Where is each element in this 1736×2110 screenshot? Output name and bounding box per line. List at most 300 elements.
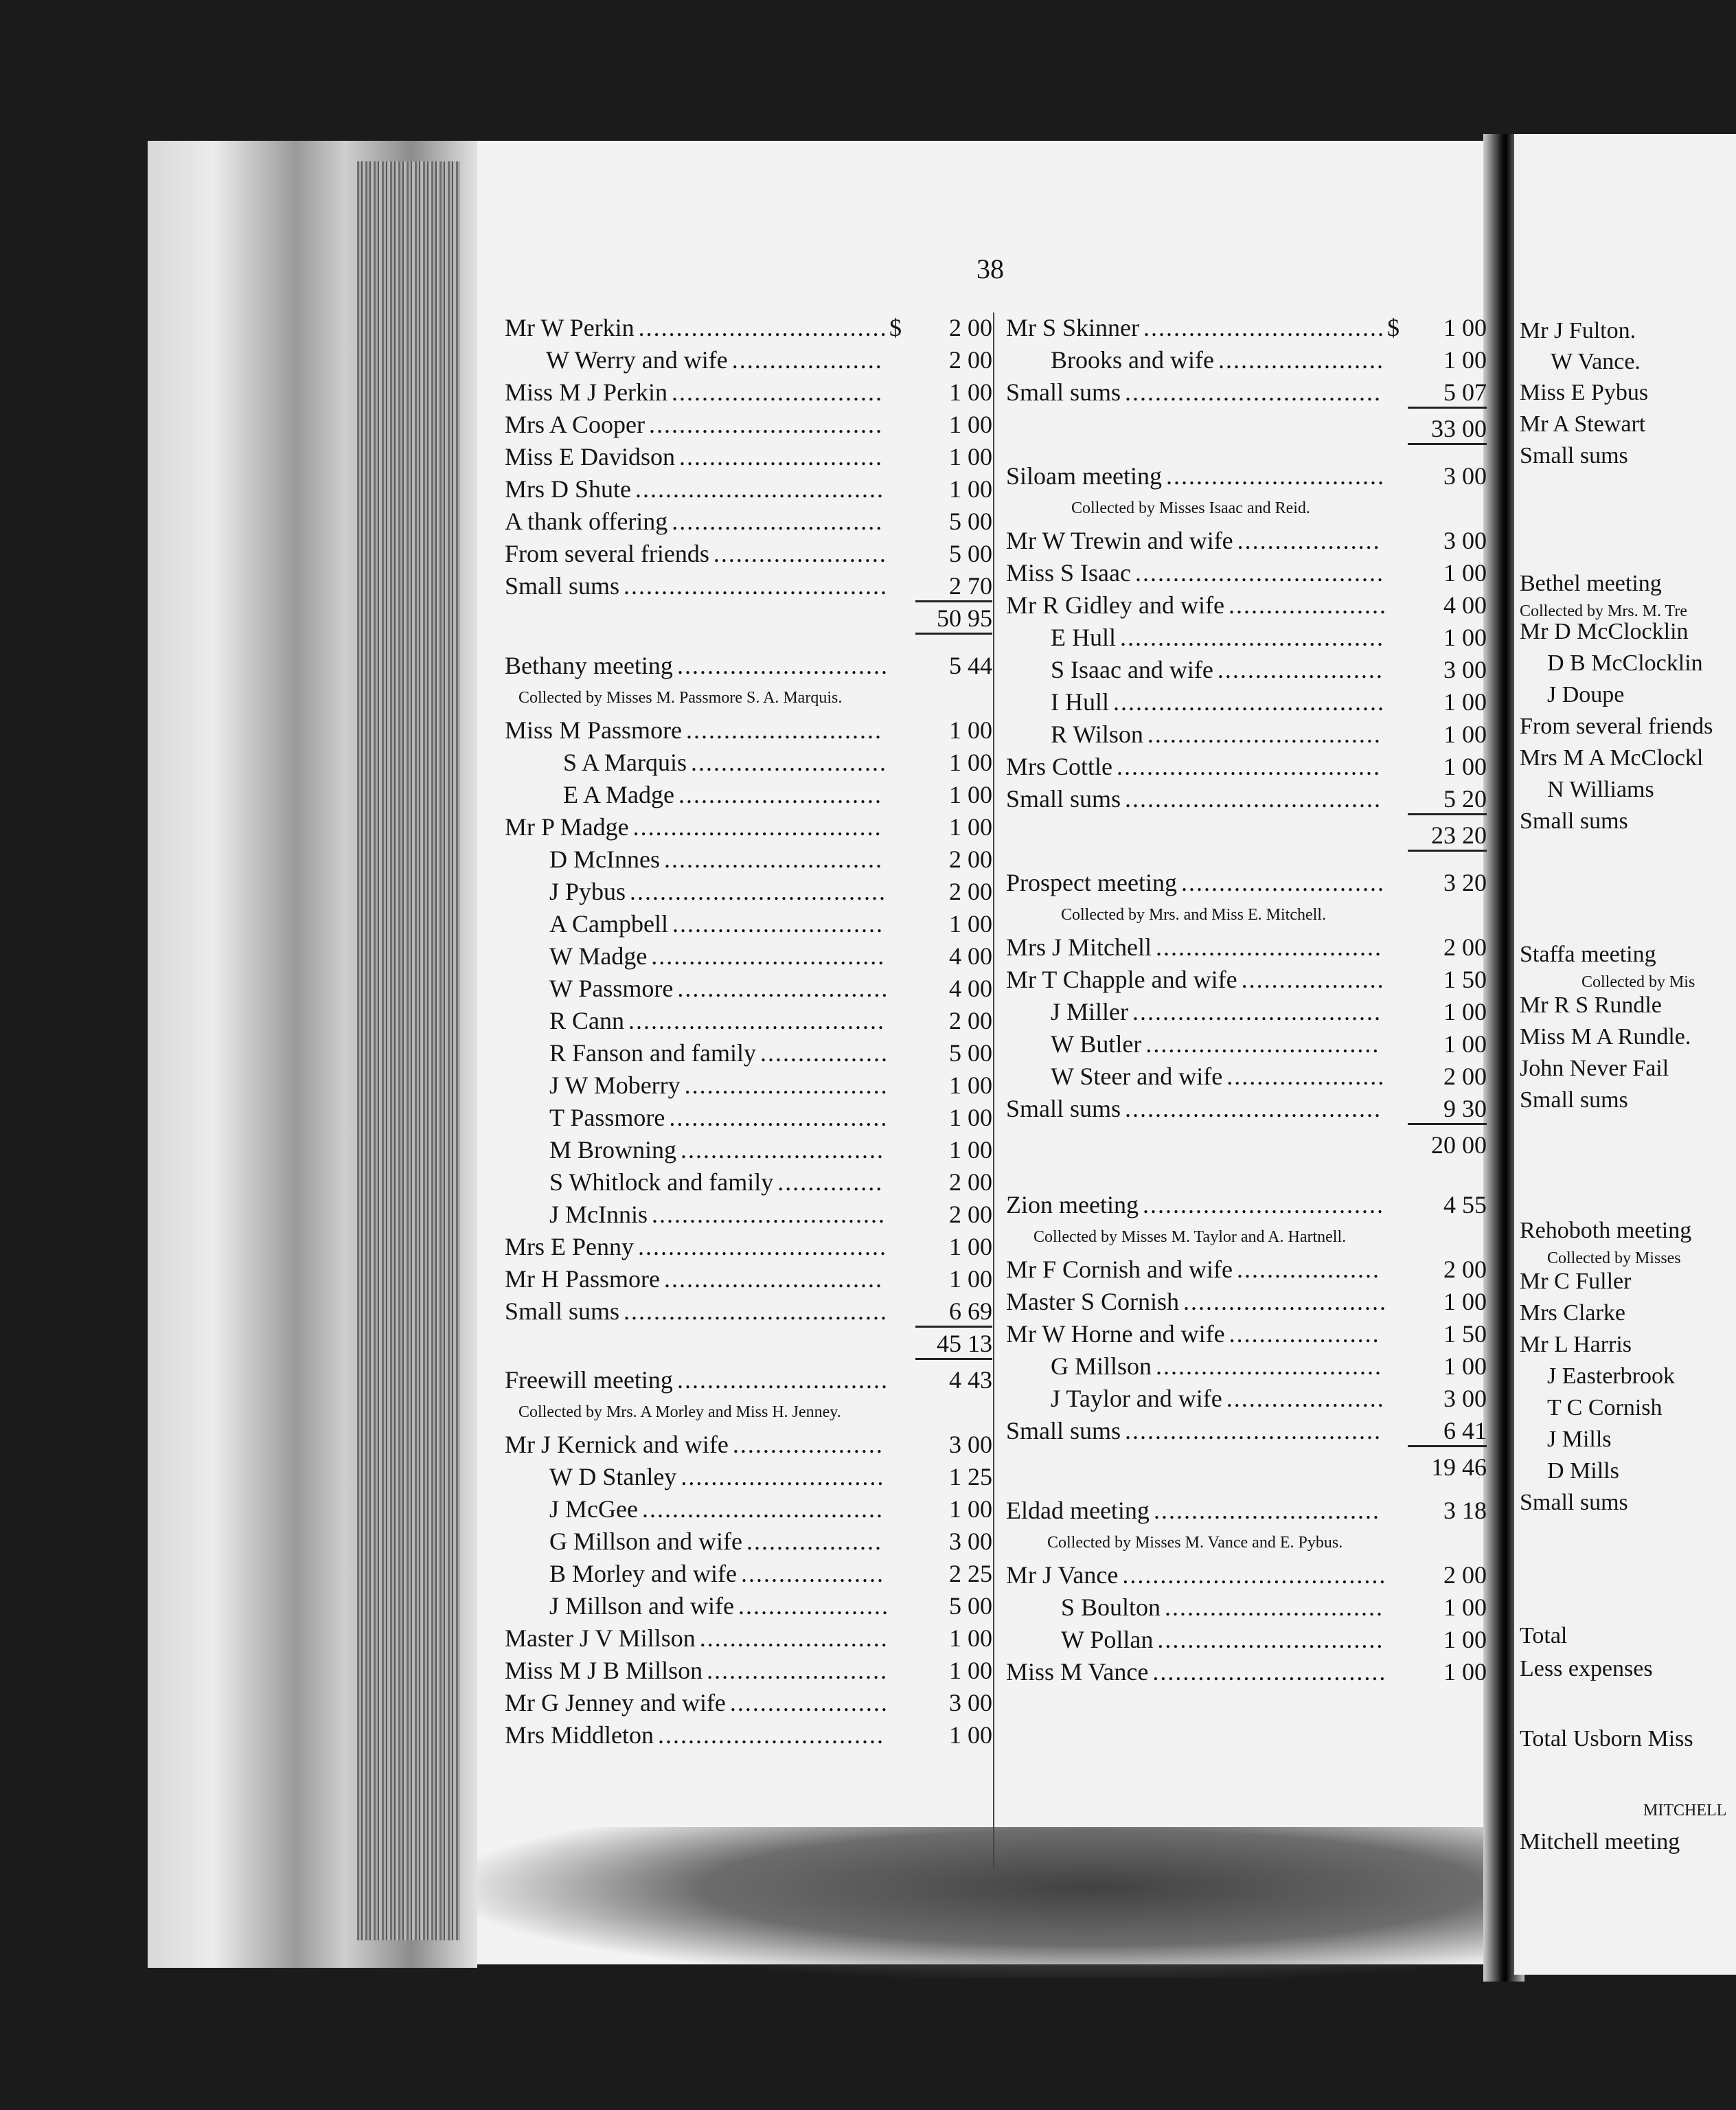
entry-name: G Millson bbox=[1051, 1352, 1152, 1380]
entry-name: W Pollan bbox=[1061, 1626, 1154, 1653]
entry-amount: 2 00 bbox=[1443, 933, 1487, 961]
ledger-entry bbox=[505, 1038, 992, 1068]
entry-amount: 1 00 bbox=[949, 411, 992, 438]
ledger-entry bbox=[505, 844, 992, 874]
leader-dots: ................................. bbox=[638, 1233, 887, 1260]
leader-dots: .................... bbox=[1229, 1320, 1380, 1348]
ledger-entry bbox=[1006, 1560, 1487, 1590]
entry-amount: 1 25 bbox=[949, 1463, 992, 1490]
ledger-entry bbox=[1006, 590, 1487, 620]
entry-name: Master S Cornish bbox=[1006, 1288, 1179, 1315]
ledger-entry bbox=[1006, 751, 1487, 782]
next-page-line: J Easterbrook bbox=[1547, 1363, 1676, 1389]
next-page-line: Miss E Pybus bbox=[1520, 380, 1649, 405]
entry-name: R Cann bbox=[549, 1007, 625, 1034]
next-page-line: Total Usborn Miss bbox=[1520, 1726, 1693, 1751]
next-page-line: D Mills bbox=[1547, 1458, 1619, 1484]
entry-amount: 2 00 bbox=[949, 1007, 992, 1034]
leader-dots: .................... bbox=[738, 1592, 889, 1620]
next-page-line: Mrs M A McClockl bbox=[1520, 745, 1704, 771]
collector-note bbox=[505, 1397, 992, 1427]
entry-amount: 4 00 bbox=[949, 975, 992, 1002]
entry-name: S A Marquis bbox=[563, 749, 687, 776]
entry-name: Miss E Davidson bbox=[505, 443, 676, 470]
entry-name: J Pybus bbox=[549, 878, 626, 905]
next-page-line: John Never Fail bbox=[1520, 1056, 1669, 1081]
next-page-line: Total bbox=[1520, 1623, 1568, 1648]
collector-note bbox=[1006, 1528, 1487, 1558]
collector-text: Collected by Misses M. Vance and E. Pybus. bbox=[1047, 1534, 1343, 1552]
total-rule bbox=[1408, 1123, 1487, 1125]
ledger-entry bbox=[505, 1006, 992, 1036]
ledger-entry bbox=[505, 506, 992, 536]
leader-dots: ............................. bbox=[669, 1104, 889, 1131]
total-rule bbox=[1408, 407, 1487, 409]
ledger-entry bbox=[1006, 345, 1487, 375]
entry-amount: 1 00 bbox=[949, 1721, 992, 1749]
ledger-entry bbox=[505, 1429, 992, 1460]
entry-amount: 45 13 bbox=[937, 1330, 992, 1357]
entry-amount: 1 00 bbox=[949, 1104, 992, 1131]
leader-dots: ..................... bbox=[1226, 1385, 1385, 1412]
leader-dots: .................. bbox=[746, 1528, 882, 1555]
leader-dots: ................................ bbox=[641, 1495, 884, 1523]
leader-dots: .................................... bbox=[1113, 688, 1385, 716]
entry-name: M Browning bbox=[549, 1136, 677, 1164]
ledger-entry bbox=[1006, 377, 1487, 407]
next-page-line: From several friends bbox=[1520, 714, 1713, 739]
collector-text: Collected by Misses Isaac and Reid. bbox=[1071, 499, 1310, 517]
entry-amount: 6 69 bbox=[949, 1297, 992, 1325]
leader-dots: ..................... bbox=[1226, 1063, 1386, 1090]
entry-amount: 5 07 bbox=[1443, 378, 1487, 406]
left-column bbox=[505, 313, 992, 1872]
total-rule bbox=[915, 1358, 992, 1360]
ledger-entry bbox=[505, 1623, 992, 1653]
ledger-entry bbox=[1006, 1061, 1487, 1091]
leader-dots: .............................. bbox=[658, 1721, 885, 1749]
next-page-line: Mitchell meeting bbox=[1520, 1829, 1680, 1854]
ledger-entry bbox=[1006, 1093, 1487, 1124]
leader-dots: ................................. bbox=[632, 813, 882, 841]
entry-name: Bethany meeting bbox=[505, 652, 673, 679]
total-rule bbox=[915, 633, 992, 635]
leader-dots: ............................... bbox=[649, 411, 884, 438]
leader-dots: .............................. bbox=[1156, 933, 1382, 961]
ledger-entry bbox=[505, 1296, 992, 1326]
entry-amount: 9 30 bbox=[1443, 1095, 1487, 1122]
ledger-entry bbox=[505, 1135, 992, 1165]
leader-dots: ...................... bbox=[1217, 656, 1384, 683]
leader-dots: .............................. bbox=[1153, 1497, 1380, 1524]
ledger-entry bbox=[505, 538, 992, 569]
entry-name: Zion meeting bbox=[1006, 1191, 1139, 1218]
leader-dots: .................................. bbox=[630, 878, 887, 905]
entry-name: Mrs J Mitchell bbox=[1006, 933, 1152, 961]
entry-name: Mr G Jenney and wife bbox=[505, 1689, 726, 1716]
entry-name: Siloam meeting bbox=[1006, 462, 1162, 490]
entry-amount: 4 00 bbox=[949, 942, 992, 970]
ledger-entry bbox=[505, 780, 992, 810]
dollar-sign: $ bbox=[889, 314, 902, 341]
ledger-entry bbox=[1006, 932, 1487, 962]
ledger-entry bbox=[505, 1365, 992, 1395]
leader-dots: ............................ bbox=[676, 1366, 889, 1394]
entry-amount: 5 44 bbox=[949, 652, 992, 679]
next-page-line: Rehoboth meeting bbox=[1520, 1218, 1692, 1243]
entry-name: J Miller bbox=[1051, 998, 1128, 1025]
entry-name: Small sums bbox=[1006, 785, 1121, 813]
entry-name: E Hull bbox=[1051, 624, 1116, 651]
entry-name: J McGee bbox=[549, 1495, 638, 1523]
ledger-entry bbox=[505, 442, 992, 472]
entry-amount: 3 00 bbox=[1443, 1385, 1487, 1412]
ledger-entry bbox=[505, 1558, 992, 1589]
subtotal-row bbox=[505, 603, 992, 633]
entry-name: S Isaac and wife bbox=[1051, 656, 1213, 683]
ledger-entry bbox=[1006, 1286, 1487, 1317]
entry-name: Mr W Horne and wife bbox=[1006, 1320, 1225, 1348]
leader-dots: ............................... bbox=[1145, 1030, 1380, 1058]
entry-amount: 2 00 bbox=[949, 846, 992, 873]
entry-name: Mr F Cornish and wife bbox=[1006, 1256, 1233, 1283]
leader-dots: .............. bbox=[777, 1168, 884, 1196]
entry-name: J Taylor and wife bbox=[1051, 1385, 1222, 1412]
entry-name: Brooks and wife bbox=[1051, 346, 1214, 374]
entry-name: W Madge bbox=[549, 942, 648, 970]
ledger-entry bbox=[505, 909, 992, 939]
entry-amount: 1 00 bbox=[949, 475, 992, 503]
entry-amount: 3 20 bbox=[1443, 869, 1487, 896]
entry-amount: 2 00 bbox=[949, 878, 992, 905]
entry-amount: 3 00 bbox=[949, 1689, 992, 1716]
entry-amount: 2 00 bbox=[949, 1201, 992, 1228]
leader-dots: ........................... bbox=[678, 781, 882, 808]
leader-dots: ............................... bbox=[652, 1201, 886, 1228]
leader-dots: ................................... bbox=[1117, 753, 1382, 780]
entry-amount: 33 00 bbox=[1431, 415, 1487, 442]
collector-note bbox=[1006, 493, 1487, 523]
ledger-entry bbox=[505, 1720, 992, 1750]
entry-amount: 1 00 bbox=[1443, 314, 1487, 341]
next-page-line: Mr C Fuller bbox=[1520, 1269, 1632, 1294]
leader-dots: ............................. bbox=[1165, 1593, 1384, 1621]
leader-dots: ........................... bbox=[684, 1071, 889, 1099]
leader-dots: ................... bbox=[740, 1560, 884, 1587]
entry-amount: 5 20 bbox=[1443, 785, 1487, 813]
entry-amount: 1 50 bbox=[1443, 1320, 1487, 1348]
entry-amount: 1 00 bbox=[1443, 624, 1487, 651]
next-page-line: Miss M A Rundle. bbox=[1520, 1024, 1691, 1050]
next-page-line: D B McClocklin bbox=[1547, 650, 1703, 676]
ledger-entry bbox=[1006, 1657, 1487, 1687]
ledger-entry bbox=[1006, 313, 1487, 343]
entry-name: Small sums bbox=[1006, 378, 1121, 406]
next-page-line: Collected by Mrs. M. Tre bbox=[1520, 602, 1688, 620]
ledger-entry bbox=[505, 1494, 992, 1524]
leader-dots: ........................... bbox=[1183, 1288, 1387, 1315]
ledger-entry bbox=[1006, 1029, 1487, 1059]
ledger-entry bbox=[1006, 1254, 1487, 1284]
entry-amount: 20 00 bbox=[1431, 1131, 1487, 1159]
entry-name: Small sums bbox=[505, 1297, 620, 1325]
column-divider bbox=[993, 313, 994, 1868]
next-page-line: Bethel meeting bbox=[1520, 571, 1662, 596]
leader-dots: ............................... bbox=[651, 942, 886, 970]
leader-dots: ................... bbox=[1241, 966, 1385, 993]
ledger-entry bbox=[1006, 461, 1487, 491]
ledger-entry bbox=[505, 313, 992, 343]
ledger-entry bbox=[505, 715, 992, 745]
collector-note bbox=[505, 683, 992, 713]
entry-name: Mr T Chapple and wife bbox=[1006, 966, 1237, 993]
leader-dots: .................................. bbox=[1125, 785, 1382, 813]
next-page-line: Mr J Fulton. bbox=[1520, 318, 1636, 343]
leader-dots: ................... bbox=[1236, 1256, 1380, 1283]
entry-amount: 1 00 bbox=[949, 716, 992, 744]
entry-name: S Whitlock and family bbox=[549, 1168, 774, 1196]
entry-amount: 2 00 bbox=[949, 1168, 992, 1196]
entry-amount: 2 00 bbox=[949, 346, 992, 374]
entry-amount: 1 00 bbox=[1443, 1658, 1487, 1686]
entry-name: Freewill meeting bbox=[505, 1366, 673, 1394]
entry-name: R Wilson bbox=[1051, 721, 1143, 748]
next-page-line: T C Cornish bbox=[1547, 1395, 1663, 1420]
entry-name: Mr R Gidley and wife bbox=[1006, 591, 1224, 619]
entry-name: B Morley and wife bbox=[549, 1560, 737, 1587]
entry-name: Mr J Vance bbox=[1006, 1561, 1119, 1589]
entry-amount: 2 00 bbox=[949, 314, 992, 341]
entry-amount: 3 00 bbox=[1443, 656, 1487, 683]
ledger-entry bbox=[505, 1655, 992, 1686]
leader-dots: ................................... bbox=[624, 572, 889, 600]
leader-dots: ............................ bbox=[677, 975, 889, 1002]
leader-dots: ................................... bbox=[1122, 1561, 1387, 1589]
ledger-entry bbox=[505, 1462, 992, 1492]
ledger-entry bbox=[505, 474, 992, 504]
entry-amount: 2 70 bbox=[949, 572, 992, 600]
leader-dots: ................................ bbox=[1142, 1191, 1384, 1218]
next-page-line: Mr R S Rundle bbox=[1520, 992, 1662, 1018]
entry-name: J McInnis bbox=[549, 1201, 648, 1228]
entry-name: Mrs D Shute bbox=[505, 475, 632, 503]
leader-dots: ....................... bbox=[713, 540, 887, 567]
ledger-entry bbox=[1006, 687, 1487, 717]
ledger-entry bbox=[1006, 1383, 1487, 1414]
entry-name: Mr H Passmore bbox=[505, 1265, 660, 1293]
ledger-entry bbox=[1006, 867, 1487, 898]
next-page-line: Mr A Stewart bbox=[1520, 411, 1646, 437]
ledger-entry bbox=[505, 973, 992, 1003]
leader-dots: ................................... bbox=[1120, 624, 1384, 651]
entry-name: R Fanson and family bbox=[549, 1039, 756, 1067]
entry-amount: 3 00 bbox=[1443, 462, 1487, 490]
collector-note bbox=[1006, 1222, 1487, 1252]
leader-dots: ............................ bbox=[676, 652, 889, 679]
leader-dots: ................................... bbox=[624, 1297, 889, 1325]
ledger-entry bbox=[505, 1070, 992, 1100]
entry-name: W Butler bbox=[1051, 1030, 1142, 1058]
next-page-line: W Vance. bbox=[1551, 349, 1641, 374]
next-page-line: Mr L Harris bbox=[1520, 1332, 1632, 1357]
ledger-entry bbox=[505, 1232, 992, 1262]
entry-amount: 1 00 bbox=[1443, 688, 1487, 716]
leader-dots: ........................... bbox=[681, 1463, 885, 1490]
entry-name: Mr S Skinner bbox=[1006, 314, 1140, 341]
next-page-line: N Williams bbox=[1547, 777, 1654, 802]
collector-note bbox=[1006, 900, 1487, 930]
entry-name: Miss M J B Millson bbox=[505, 1657, 703, 1684]
total-rule bbox=[915, 600, 992, 602]
leader-dots: ..................... bbox=[1228, 591, 1387, 619]
dollar-sign: $ bbox=[1387, 314, 1400, 341]
collector-text: Collected by Misses M. Passmore S. A. Marquis. bbox=[518, 689, 843, 707]
entry-amount: 1 00 bbox=[1443, 753, 1487, 780]
subtotal-row bbox=[1006, 1452, 1487, 1482]
leader-dots: ............................ bbox=[672, 910, 884, 938]
entry-name: Miss M J Perkin bbox=[505, 378, 668, 406]
next-page bbox=[1514, 134, 1736, 1975]
ledger-entry bbox=[505, 377, 992, 407]
entry-name: Small sums bbox=[505, 572, 620, 600]
ledger-entry bbox=[1006, 1592, 1487, 1622]
entry-amount: 5 00 bbox=[949, 1039, 992, 1067]
total-rule bbox=[1408, 813, 1487, 815]
subtotal-row bbox=[1006, 820, 1487, 850]
ledger-entry bbox=[1006, 1416, 1487, 1446]
entry-name: Mr W Perkin bbox=[505, 314, 635, 341]
leader-dots: ............................... bbox=[1152, 1658, 1387, 1686]
entry-amount: 5 00 bbox=[949, 1592, 992, 1620]
entry-amount: 5 00 bbox=[949, 508, 992, 535]
ledger-entry bbox=[505, 650, 992, 681]
entry-amount: 1 00 bbox=[1443, 1593, 1487, 1621]
leader-dots: ............................. bbox=[663, 846, 883, 873]
leader-dots: ................................. bbox=[635, 475, 885, 503]
entry-amount: 1 00 bbox=[949, 749, 992, 776]
entry-name: Eldad meeting bbox=[1006, 1497, 1150, 1524]
leader-dots: ........................... bbox=[1180, 869, 1385, 896]
entry-name: Mrs Middleton bbox=[505, 1721, 654, 1749]
leader-dots: .................................. bbox=[1125, 378, 1382, 406]
next-page-line: Staffa meeting bbox=[1520, 942, 1656, 967]
entry-amount: 1 00 bbox=[1443, 721, 1487, 748]
ledger-entry bbox=[505, 345, 992, 375]
ledger-entry bbox=[1006, 964, 1487, 995]
entry-amount: 1 00 bbox=[949, 1495, 992, 1523]
leader-dots: .................... bbox=[732, 1431, 884, 1458]
next-page-line: Collected by Mis bbox=[1581, 973, 1695, 991]
entry-name: Miss M Passmore bbox=[505, 716, 683, 744]
entry-amount: 1 00 bbox=[949, 1265, 992, 1293]
entry-amount: 3 18 bbox=[1443, 1497, 1487, 1524]
entry-name: Mr J Kernick and wife bbox=[505, 1431, 729, 1458]
next-page-line: Small sums bbox=[1520, 443, 1628, 468]
entry-amount: 1 00 bbox=[1443, 346, 1487, 374]
entry-amount: 4 55 bbox=[1443, 1191, 1487, 1218]
leader-dots: ................. bbox=[760, 1039, 889, 1067]
entry-name: Miss M Vance bbox=[1006, 1658, 1149, 1686]
ledger-entry bbox=[1006, 719, 1487, 749]
next-page-line: Small sums bbox=[1520, 1490, 1628, 1515]
entry-amount: 2 00 bbox=[1443, 1063, 1487, 1090]
leader-dots: ............................ bbox=[672, 508, 884, 535]
entry-amount: 1 00 bbox=[949, 1071, 992, 1099]
next-page-line: Less expenses bbox=[1520, 1656, 1653, 1681]
entry-amount: 1 00 bbox=[949, 813, 992, 841]
leader-dots: ...................... bbox=[1218, 346, 1384, 374]
subtotal-row bbox=[1006, 413, 1487, 444]
next-page-line: Collected by Misses bbox=[1547, 1249, 1681, 1267]
leader-dots: ................... bbox=[1237, 527, 1381, 554]
entry-name: Small sums bbox=[1006, 1417, 1121, 1444]
total-rule bbox=[1408, 850, 1487, 852]
ledger-entry bbox=[1006, 1495, 1487, 1525]
next-page-line: Mrs Clarke bbox=[1520, 1300, 1625, 1326]
ledger-entry bbox=[1006, 558, 1487, 588]
leader-dots: ......................... bbox=[699, 1624, 889, 1652]
next-page-line: Small sums bbox=[1520, 1087, 1628, 1113]
next-page-line: J Mills bbox=[1547, 1427, 1612, 1452]
entry-amount: 3 00 bbox=[949, 1431, 992, 1458]
ledger-entry bbox=[1006, 1190, 1487, 1220]
ledger-entry bbox=[505, 876, 992, 907]
next-page-line: Mr D McClocklin bbox=[1520, 619, 1689, 644]
leader-dots: .................... bbox=[731, 346, 883, 374]
ledger-entry bbox=[505, 1526, 992, 1556]
entry-amount: 1 00 bbox=[949, 1136, 992, 1164]
entry-amount: 1 00 bbox=[949, 1657, 992, 1684]
entry-amount: 1 00 bbox=[1443, 559, 1487, 587]
entry-name: Master J V Millson bbox=[505, 1624, 696, 1652]
entry-amount: 1 00 bbox=[1443, 998, 1487, 1025]
next-page-line: J Doupe bbox=[1547, 682, 1625, 707]
leader-dots: .................................. bbox=[628, 1007, 886, 1034]
entry-name: A Campbell bbox=[549, 910, 668, 938]
entry-name: T Passmore bbox=[549, 1104, 665, 1131]
total-rule bbox=[1408, 443, 1487, 445]
leader-dots: ................................. bbox=[1132, 998, 1382, 1025]
leader-dots: ........................... bbox=[679, 443, 884, 470]
collector-text: Collected by Mrs. and Miss E. Mitchell. bbox=[1061, 906, 1326, 924]
entry-name: W Werry and wife bbox=[546, 346, 728, 374]
ledger-entry bbox=[1006, 655, 1487, 685]
entry-amount: 1 00 bbox=[949, 378, 992, 406]
entry-amount: 4 00 bbox=[1443, 591, 1487, 619]
page-stack bbox=[357, 161, 460, 1940]
leader-dots: ............................ bbox=[672, 378, 884, 406]
entry-name: J W Moberry bbox=[549, 1071, 681, 1099]
entry-amount: 6 41 bbox=[1443, 1417, 1487, 1444]
entry-name: S Boulton bbox=[1061, 1593, 1161, 1621]
entry-name: W D Stanley bbox=[549, 1463, 677, 1490]
entry-amount: 50 95 bbox=[937, 604, 992, 632]
entry-name: Mr W Trewin and wife bbox=[1006, 527, 1233, 554]
entry-name: Mr P Madge bbox=[505, 813, 629, 841]
total-rule bbox=[915, 1326, 992, 1328]
leader-dots: ............................... bbox=[1147, 721, 1382, 748]
leader-dots: ............................. bbox=[663, 1265, 883, 1293]
leader-dots: ........................... bbox=[681, 1136, 885, 1164]
entry-amount: 1 00 bbox=[949, 910, 992, 938]
collector-text: Collected by Misses M. Taylor and A. Hartnell. bbox=[1033, 1228, 1347, 1246]
entry-name: Mrs Cottle bbox=[1006, 753, 1113, 780]
leader-dots: .................................. bbox=[1125, 1417, 1382, 1444]
leader-dots: ..................... bbox=[729, 1689, 889, 1716]
entry-amount: 1 00 bbox=[949, 1233, 992, 1260]
ledger-entry bbox=[505, 1199, 992, 1229]
leader-dots: .......................... bbox=[686, 716, 883, 744]
